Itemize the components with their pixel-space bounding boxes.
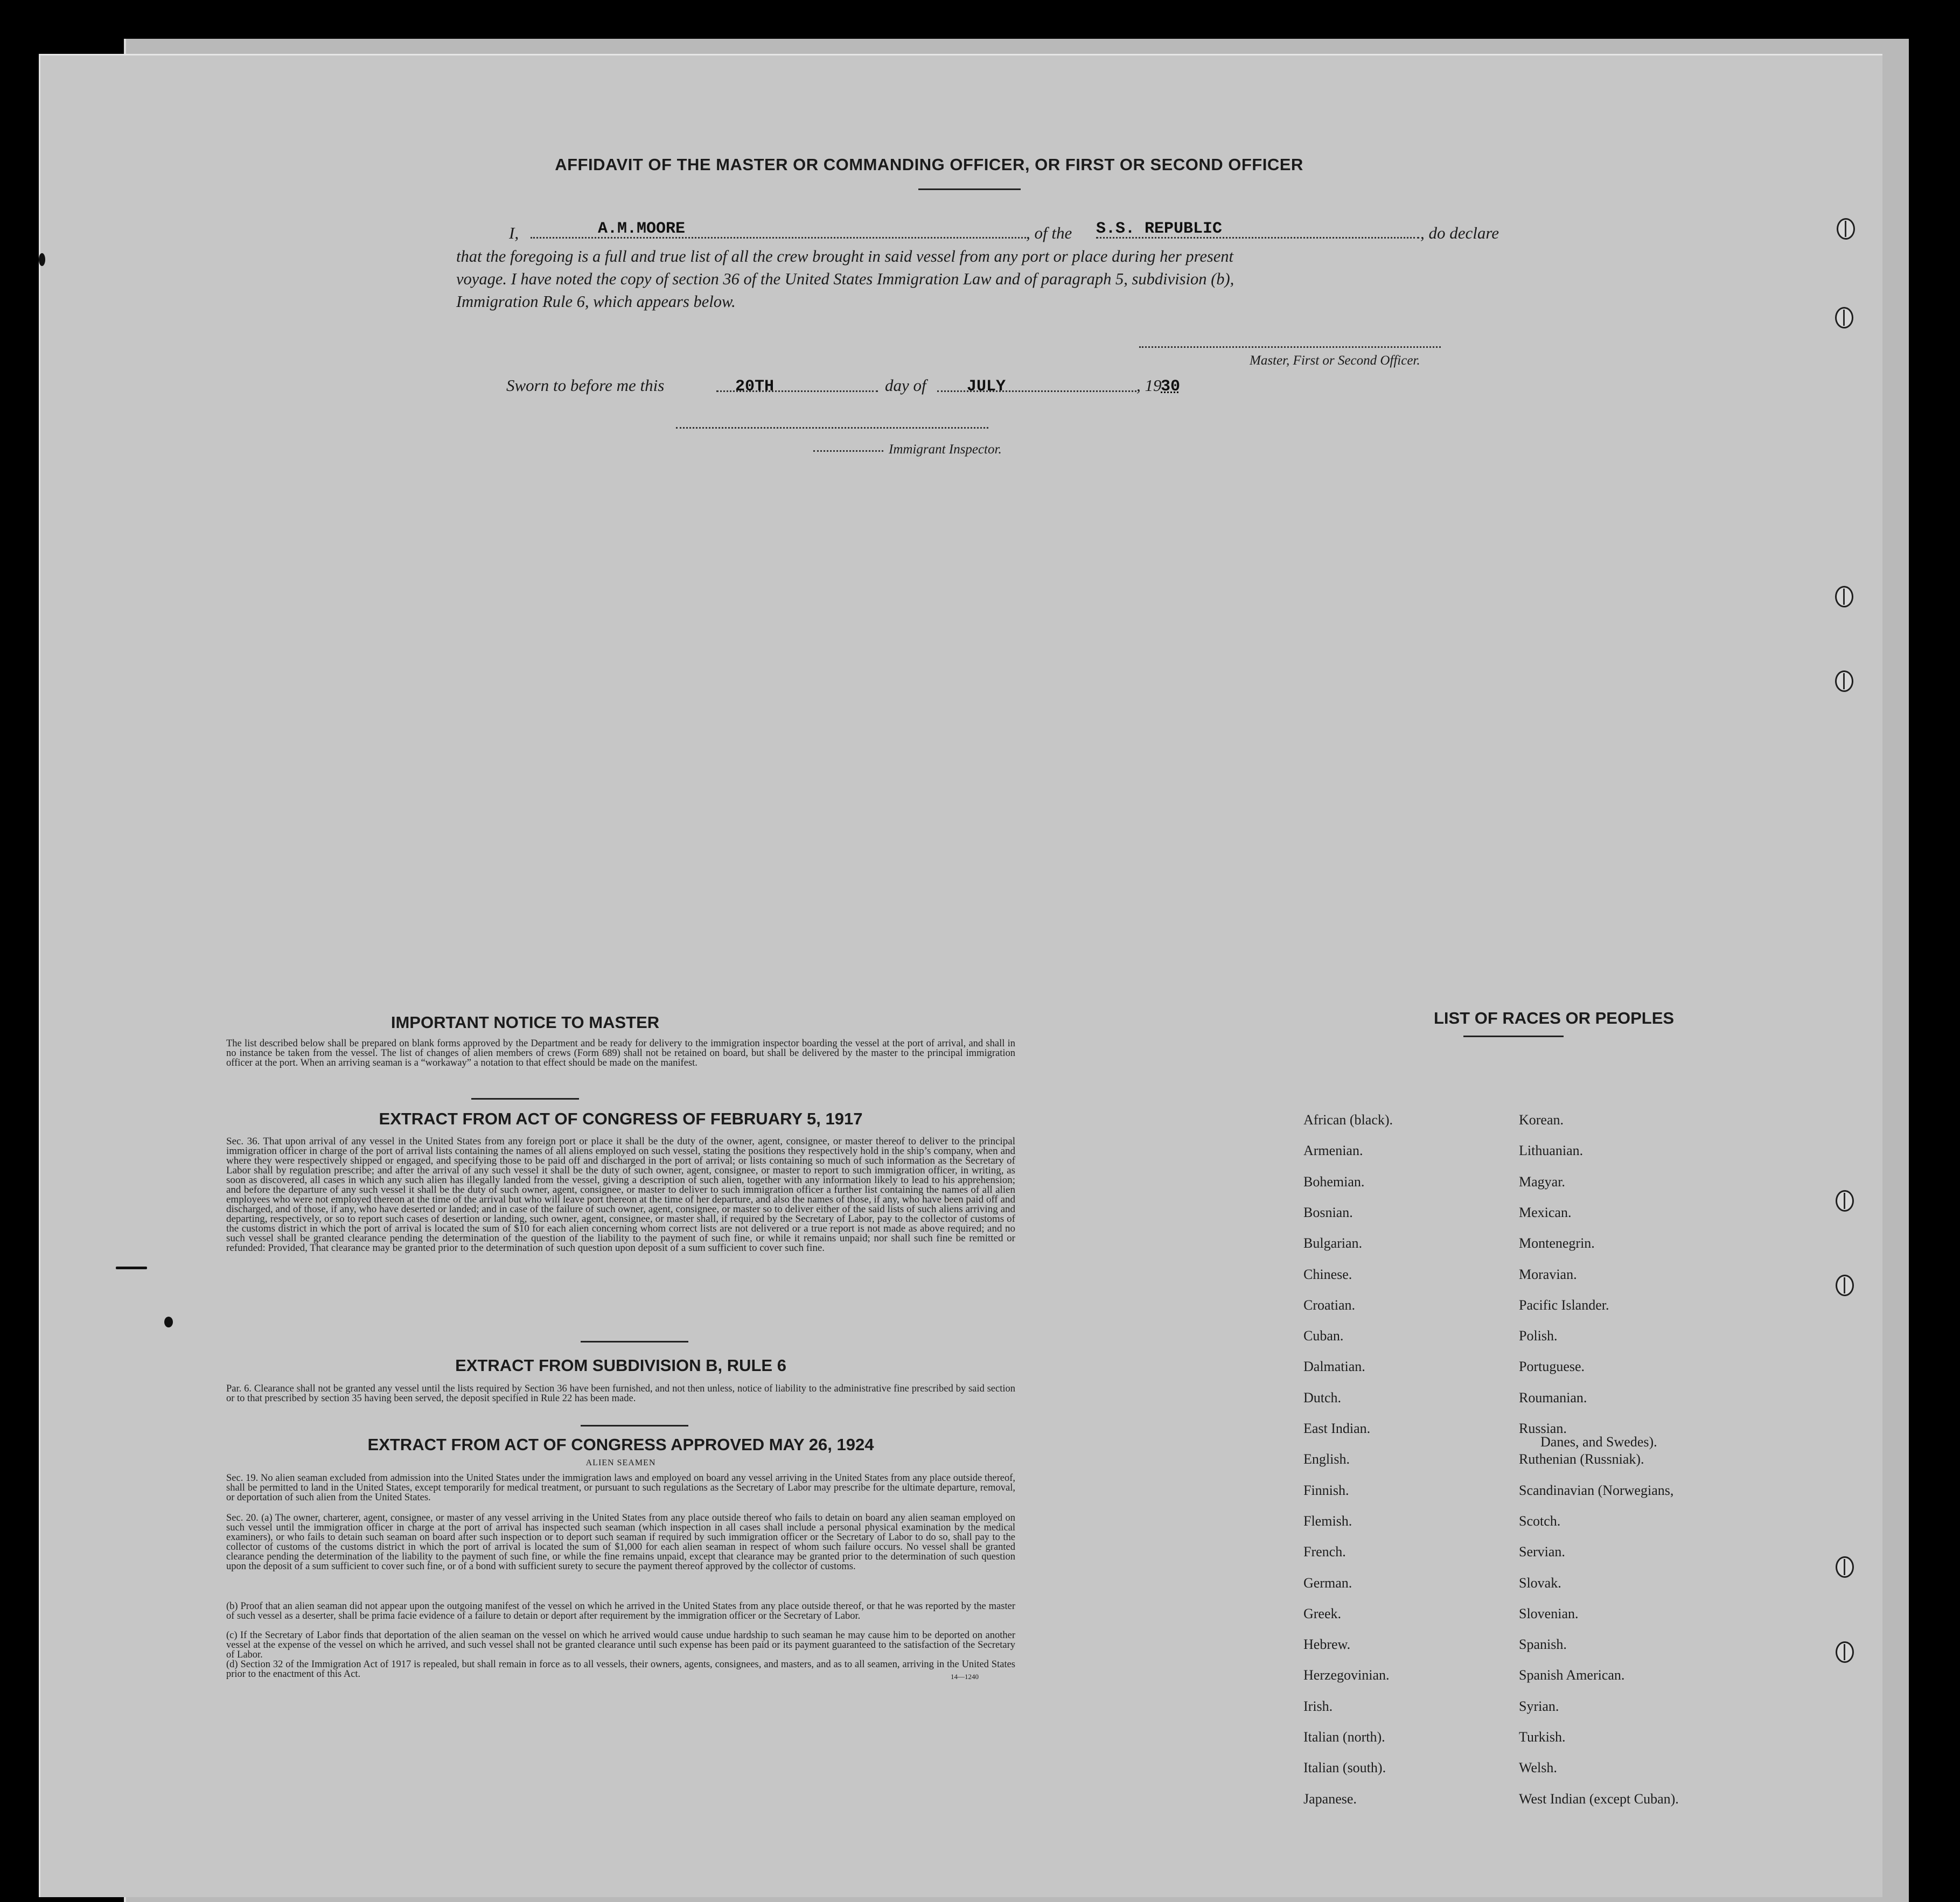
race-left-19: Irish. (1303, 1698, 1333, 1714)
affidavit-body-line2: voyage. I have noted the copy of section 36 of the United States Immigration Law and of paragraph 5, subdivision (b), (456, 270, 1234, 288)
declare-text: , do declare (1420, 223, 1499, 242)
ink-mark-3 (116, 1267, 147, 1269)
race-left-10: East Indian. (1303, 1421, 1371, 1436)
master-name-value: A.M.MOORE (598, 220, 686, 238)
sworn-day-value: 20TH (735, 377, 775, 396)
affidavit-i-label: I, (509, 223, 519, 242)
race-left-0: African (black). (1303, 1112, 1393, 1128)
race-left-14: French. (1303, 1544, 1346, 1560)
races-rule (1463, 1036, 1564, 1037)
notice-text: The list described below shall be prepared on blank forms approved by the Department and be ready for delivery to the immigration inspector boarding the vessel at the port of arrival, and shall in no instance be taken from the vessel. The list of changes of alien members of crews (Form 689) shall not be retained on board, but shall be delivered by the master to the principal immigration officer at the port. When an arriving seaman is a “workaway” a notation to that effect should be made on the manifest. (226, 1038, 1015, 1068)
year-prefix: , 19 (1136, 376, 1162, 395)
affidavit-body-line1: that the foregoing is a full and true list of all the crew brought in said vessel from any port or place during her present (456, 247, 1234, 265)
race-right-19: Syrian. (1519, 1698, 1559, 1714)
race-right-13: Scotch. (1519, 1513, 1561, 1529)
race-scandinavian-continuation: Danes, and Swedes). (1540, 1434, 1657, 1450)
signature-caption: Master, First or Second Officer. (1250, 353, 1420, 368)
race-right-14: Servian. (1519, 1544, 1565, 1560)
race-left-15: German. (1303, 1575, 1352, 1591)
rule6-text: Par. 6. Clearance shall not be granted any vessel until the lists required by Section 36 have been furnished, and not then unless, notice of liability to the administrative fine prescribed by said section or to that prescribed by section 35 having been served, the deposit specified in Rule 22 has been made. (226, 1383, 1015, 1404)
race-left-7: Cuban. (1303, 1328, 1344, 1344)
affidavit-title: AFFIDAVIT OF THE MASTER OR COMMANDING OFFICER, OR FIRST OR SECOND OFFICER (555, 155, 1303, 174)
extract-1924-sec20d: (d) Section 32 of the Immigration Act of 1917 is repealed, but shall remain in force as to all vessels, their owners, agents, consignees, and masters, and as to all seamen, arriving in the United States prior to the enactment of this Act. (226, 1659, 1015, 1680)
race-right-20: Turkish. (1519, 1729, 1566, 1745)
extract-1924-sec20c: (c) If the Secretary of Labor finds that deportation of the alien seaman on the vessel on which he arrived would cause undue hardship to such seaman he may cause him to be deported on another vessel at the expense of the vessel on which he arrived, and such vessel shall not be granted clearance until such expense has been paid or its payment guaranteed to the satisfaction of the Secretary of Labor. (226, 1630, 1015, 1660)
rule6-rule (581, 1425, 688, 1426)
race-right-6: Pacific Islander. (1519, 1297, 1609, 1313)
sworn-month-value: JULY (967, 377, 1006, 396)
binder-hole-4 (1835, 670, 1853, 692)
race-left-16: Greek. (1303, 1606, 1342, 1621)
race-right-15: Slovak. (1519, 1575, 1561, 1591)
extract-1924-sec20a: Sec. 20. (a) The owner, charterer, agent, consignee, or master of any vessel arriving in the United States from any place outside thereof who fails to detain on board any alien seaman employed on such vessel until the immigration officer in charge at the port of arrival has inspected such seaman (which inspection in all cases shall include a personal physical examination by the medical examiners), or who fails to detain such seaman on board after such inspection or to deport such seaman if required by such immigration officer or the Secretary of Labor to do so, shall pay to the collector of customs of the customs district in which the port of arrival is located the sum of $1,000 for each alien seaman in respect of whom such failure occurs. No vessel shall be granted clearance pending the determination of the liability to the payment of such fine, or while the fine remains unpaid, except that clearance may be granted prior to the determination of such question upon the deposit of a sum sufficient to cover such fine, or of a bond with sufficient surety to secure the payment thereof approved by the collector of customs. (226, 1513, 1015, 1572)
extract-1917-rule (581, 1341, 688, 1342)
race-left-22: Japanese. (1303, 1791, 1357, 1807)
title-rule (918, 188, 1021, 190)
race-left-1: Armenian. (1303, 1143, 1363, 1158)
races-title: LIST OF RACES OR PEOPLES (1433, 1009, 1675, 1027)
race-left-5: Chinese. (1303, 1267, 1352, 1282)
binder-hole-5 (1836, 1190, 1854, 1212)
binder-hole-1 (1837, 218, 1855, 240)
race-left-12: Finnish. (1303, 1483, 1349, 1498)
inspector-short-line (813, 450, 883, 452)
race-left-13: Flemish. (1303, 1513, 1352, 1529)
inspector-signature-line (676, 427, 988, 429)
race-right-4: Montenegrin. (1519, 1235, 1595, 1251)
inspector-caption: Immigrant Inspector. (889, 442, 1002, 457)
race-left-20: Italian (north). (1303, 1729, 1385, 1745)
day-of-label: day of (885, 376, 926, 395)
race-right-17: Spanish. (1519, 1637, 1567, 1652)
race-right-18: Spanish American. (1519, 1667, 1625, 1683)
form-number: 14—1240 (951, 1673, 979, 1681)
race-right-22: West Indian (except Cuban). (1519, 1791, 1679, 1807)
extract-1917-text: Sec. 36. That upon arrival of any vessel in the United States from any foreign port or place it shall be the duty of the owner, agent, consignee, or master thereof to deliver to the principal immigration officer in charge of the port of arrival lists containing the names of all aliens employed on such vessel, stating the positions they respectively hold in the ship’s company, when and where they were respectively shipped or engaged, and specifying those to be paid off and discharged in the port of arrival; or lists containing so much of such information as the Secretary of Labor shall by regulation prescribe; and after the arrival of any such vessel it shall be the duty of such owner, agent, consignee, or master to report to such immigration officer, in writing, as soon as discovered, all cases in which any such alien has illegally landed from the vessel, giving a description of such alien, together with any information likely to lead to his apprehension; and before the departure of any such vessel it shall be the duty of such owner, agent, consignee, or master to deliver to such immigration officer a further list containing the names of all alien employees who were not employed thereon at the time of the arrival but who will leave port thereon at the time of her departure, and also the names of those, if any, who have been paid off and discharged, and of those, if any, who have deserted or landed; and in case of the failure of such owner, agent, consignee, or master so to deliver either of the said lists of such aliens arriving and departing, respectively, or so to report such cases of desertion or landing, such owner, agent, consignee, or master shall, if required by the Secretary of Labor, pay to the collector of customs of the customs district in which the port of arrival is located the sum of $10 for each alien concerning whom correct lists are not delivered or a true report is not made as above required; and no such vessel shall be granted clearance pending the determination of the question of the liability to the payment of such fine, or while it remains unpaid; nor shall such fine be remitted or refunded: Provided, That clearance may be granted prior to the determination of such question upon deposit of a sum sufficient to cover such fine. (226, 1136, 1015, 1254)
binder-hole-8 (1836, 1641, 1854, 1663)
race-right-11: Ruthenian (Russniak). (1519, 1451, 1644, 1467)
race-right-0: Korean. (1519, 1112, 1564, 1128)
race-left-9: Dutch. (1303, 1390, 1342, 1405)
race-right-12: Scandinavian (Norwegians, (1519, 1483, 1674, 1498)
race-right-9: Roumanian. (1519, 1390, 1587, 1405)
race-left-3: Bosnian. (1303, 1205, 1353, 1220)
of-the-label: , of the (1026, 223, 1072, 242)
affidavit-body-line3: Immigration Rule 6, which appears below. (456, 292, 736, 311)
race-left-8: Dalmatian. (1303, 1359, 1365, 1374)
race-left-6: Croatian. (1303, 1297, 1356, 1313)
extract-1924-sec19: Sec. 19. No alien seaman excluded from admission into the United States under the immigration laws and employed on board any vessel arriving in the United States from any place outside thereof, shall be permitted to land in the United States, except temporarily for medical treatment, or pursuant to such regulations as the Secretary of Labor may prescribe for the ultimate departure, removal, or deportation of such alien from the United States. (226, 1473, 1015, 1503)
race-right-8: Portuguese. (1519, 1359, 1585, 1374)
extract-1924-subtitle: ALIEN SEAMEN (585, 1458, 656, 1467)
ink-mark-1 (39, 253, 45, 266)
race-left-2: Bohemian. (1303, 1174, 1365, 1190)
race-left-11: English. (1303, 1451, 1350, 1467)
extract-1917-title: EXTRACT FROM ACT OF CONGRESS OF FEBRUARY 5, 1917 (379, 1109, 863, 1128)
vessel-name-value: S.S. REPUBLIC (1096, 220, 1223, 238)
race-left-4: Bulgarian. (1303, 1235, 1363, 1251)
binder-hole-3 (1835, 586, 1853, 607)
year-suffix: 30 (1161, 377, 1181, 396)
binder-hole-6 (1836, 1275, 1854, 1296)
notice-title: IMPORTANT NOTICE TO MASTER (390, 1013, 660, 1032)
race-left-17: Hebrew. (1303, 1637, 1351, 1652)
document-page (39, 54, 1882, 1897)
race-left-18: Herzegovinian. (1303, 1667, 1390, 1683)
race-right-3: Mexican. (1519, 1205, 1572, 1220)
race-right-7: Polish. (1519, 1328, 1558, 1344)
signature-line (1139, 346, 1441, 348)
race-right-10: Russian. (1519, 1421, 1567, 1436)
sworn-label: Sworn to before me this (506, 376, 665, 395)
notice-rule (471, 1098, 579, 1100)
extract-1924-sec20b: (b) Proof that an alien seaman did not appear upon the outgoing manifest of the vessel on which he arrived in the United States from any place outside thereof, or that he was reported by the master of such vessel as a deserter, shall be prima facie evidence of a failure to detain or deport after requirement by the immigration officer or the Secretary of Labor. (226, 1601, 1015, 1621)
ink-mark-2 (164, 1317, 173, 1327)
rule6-title: EXTRACT FROM SUBDIVISION B, RULE 6 (455, 1356, 786, 1375)
race-right-1: Lithuanian. (1519, 1143, 1584, 1158)
race-right-16: Slovenian. (1519, 1606, 1579, 1621)
race-right-2: Magyar. (1519, 1174, 1565, 1190)
binder-hole-7 (1836, 1556, 1854, 1578)
race-right-5: Moravian. (1519, 1267, 1577, 1282)
binder-hole-2 (1835, 307, 1853, 328)
extract-1924-title: EXTRACT FROM ACT OF CONGRESS APPROVED MAY 26, 1924 (367, 1435, 874, 1454)
race-left-21: Italian (south). (1303, 1760, 1386, 1775)
race-right-21: Welsh. (1519, 1760, 1557, 1775)
